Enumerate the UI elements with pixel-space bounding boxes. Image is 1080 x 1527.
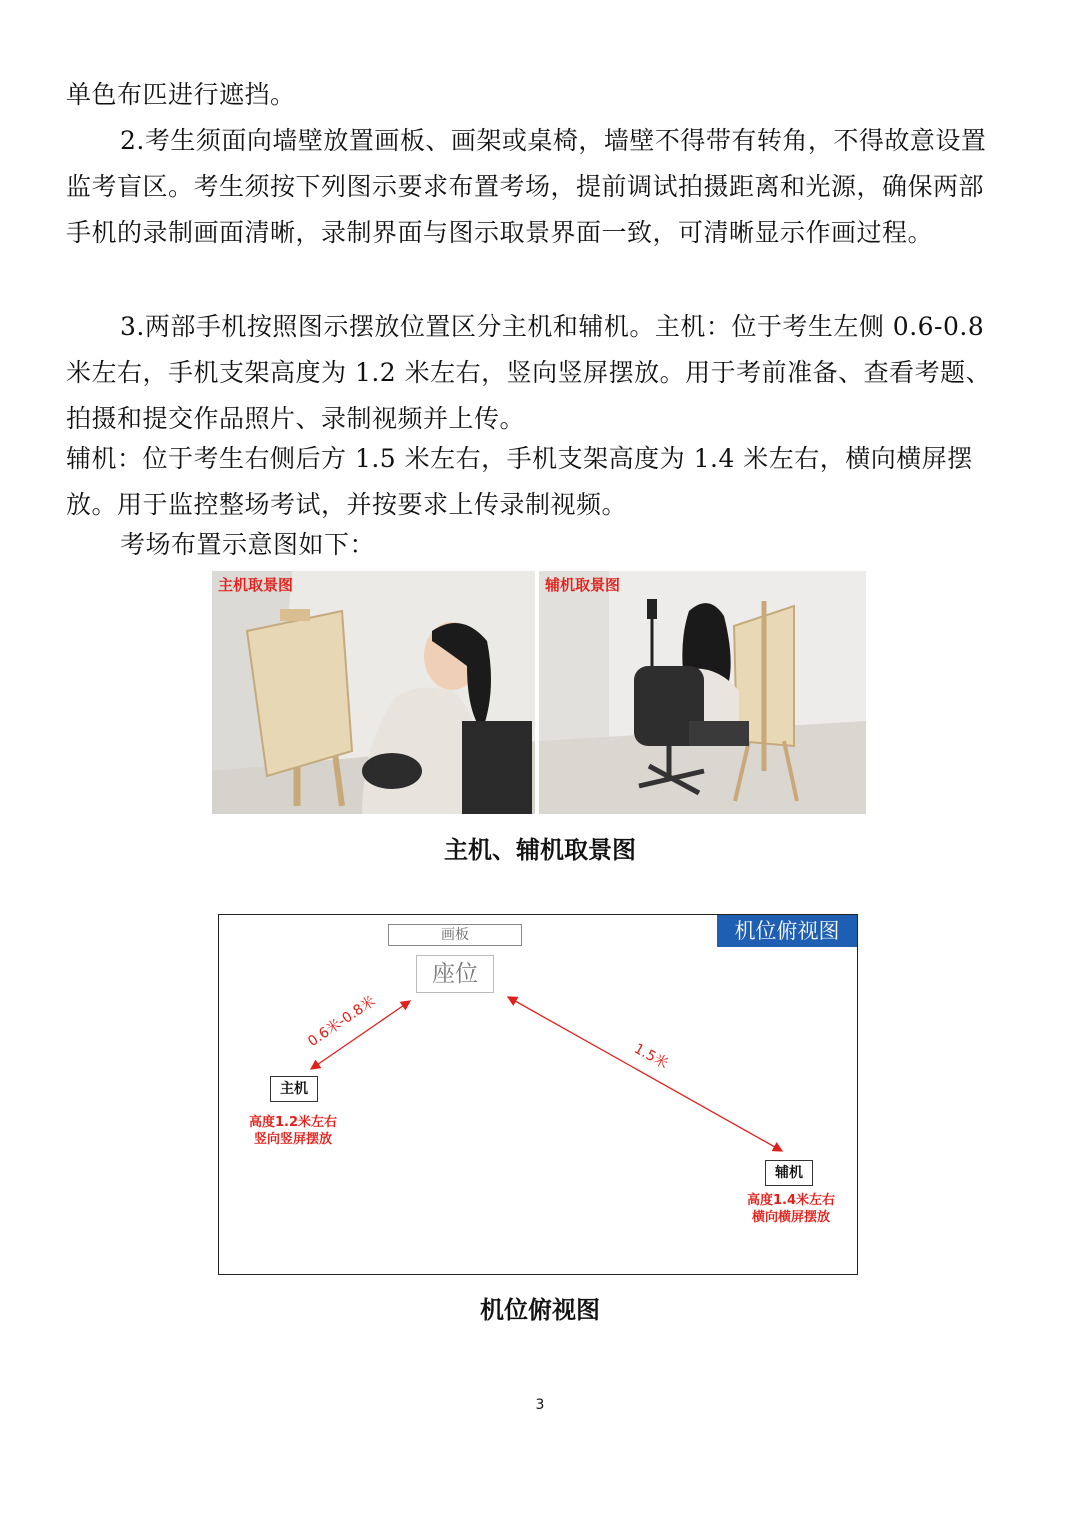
main-phone-box: 主机	[270, 1076, 318, 1102]
paragraph-rule-3: 3.两部手机按照图示摆放位置区分主机和辅机。主机：位于考生左侧 0.6-0.8 米左右，手机支架高度为 1.2 米左右，竖向竖屏摆放。用于考前准备、查看考题、拍摄和提交作品照片、录制视频并上传。	[66, 312, 992, 433]
main-orientation-note: 竖向竖屏摆放	[253, 1132, 332, 1147]
page-number: 3	[535, 1397, 545, 1413]
aux-phone-notes	[731, 1192, 851, 1226]
aux-phone-box: 辅机	[765, 1160, 813, 1186]
main-phone-notes	[233, 1114, 353, 1148]
seat-box: 座位	[416, 955, 494, 993]
camera-position-diagram	[218, 914, 858, 1275]
paragraph-continuation: 单色布匹进行遮挡。	[66, 80, 296, 109]
aux-view-label: 辅机取景图	[545, 576, 621, 594]
paragraph-layout-intro: 考场布置示意图如下：	[120, 530, 376, 559]
aux-height-note: 高度1.4米左右	[746, 1193, 836, 1208]
diagram-caption: 机位俯视图	[480, 1296, 600, 1324]
aux-phone-view-photo	[539, 571, 866, 814]
board-box: 画板	[388, 924, 522, 946]
main-view-illustration	[212, 571, 535, 814]
aux-distance-arrow	[508, 997, 782, 1151]
main-view-label: 主机取景图	[218, 576, 294, 594]
photos-caption: 主机、辅机取景图	[444, 836, 636, 864]
diagram-title: 机位俯视图	[717, 915, 857, 947]
aux-view-illustration	[539, 571, 866, 814]
paragraph-rule-2: 2.考生须面向墙壁放置画板、画架或桌椅，墙壁不得带有转角，不得故意设置监考盲区。考生须按下列图示要求布置考场，提前调试拍摄距离和光源，确保两部手机的录制画面清晰，录制界面与图示取景界面一致，可清晰显示作画过程。	[66, 126, 987, 247]
paragraph-aux-phone: 辅机：位于考生右侧后方 1.5 米左右，手机支架高度为 1.4 米左右，横向横屏摆放。用于监控整场考试，并按要求上传录制视频。	[66, 444, 973, 519]
aux-orientation-note: 横向横屏摆放	[751, 1210, 830, 1225]
main-height-note: 高度1.2米左右	[248, 1115, 338, 1130]
main-phone-view-photo	[212, 571, 535, 814]
aux-distance-label: 1.5米	[631, 1040, 671, 1073]
main-distance-label: 0.6米-0.8米	[305, 993, 379, 1051]
